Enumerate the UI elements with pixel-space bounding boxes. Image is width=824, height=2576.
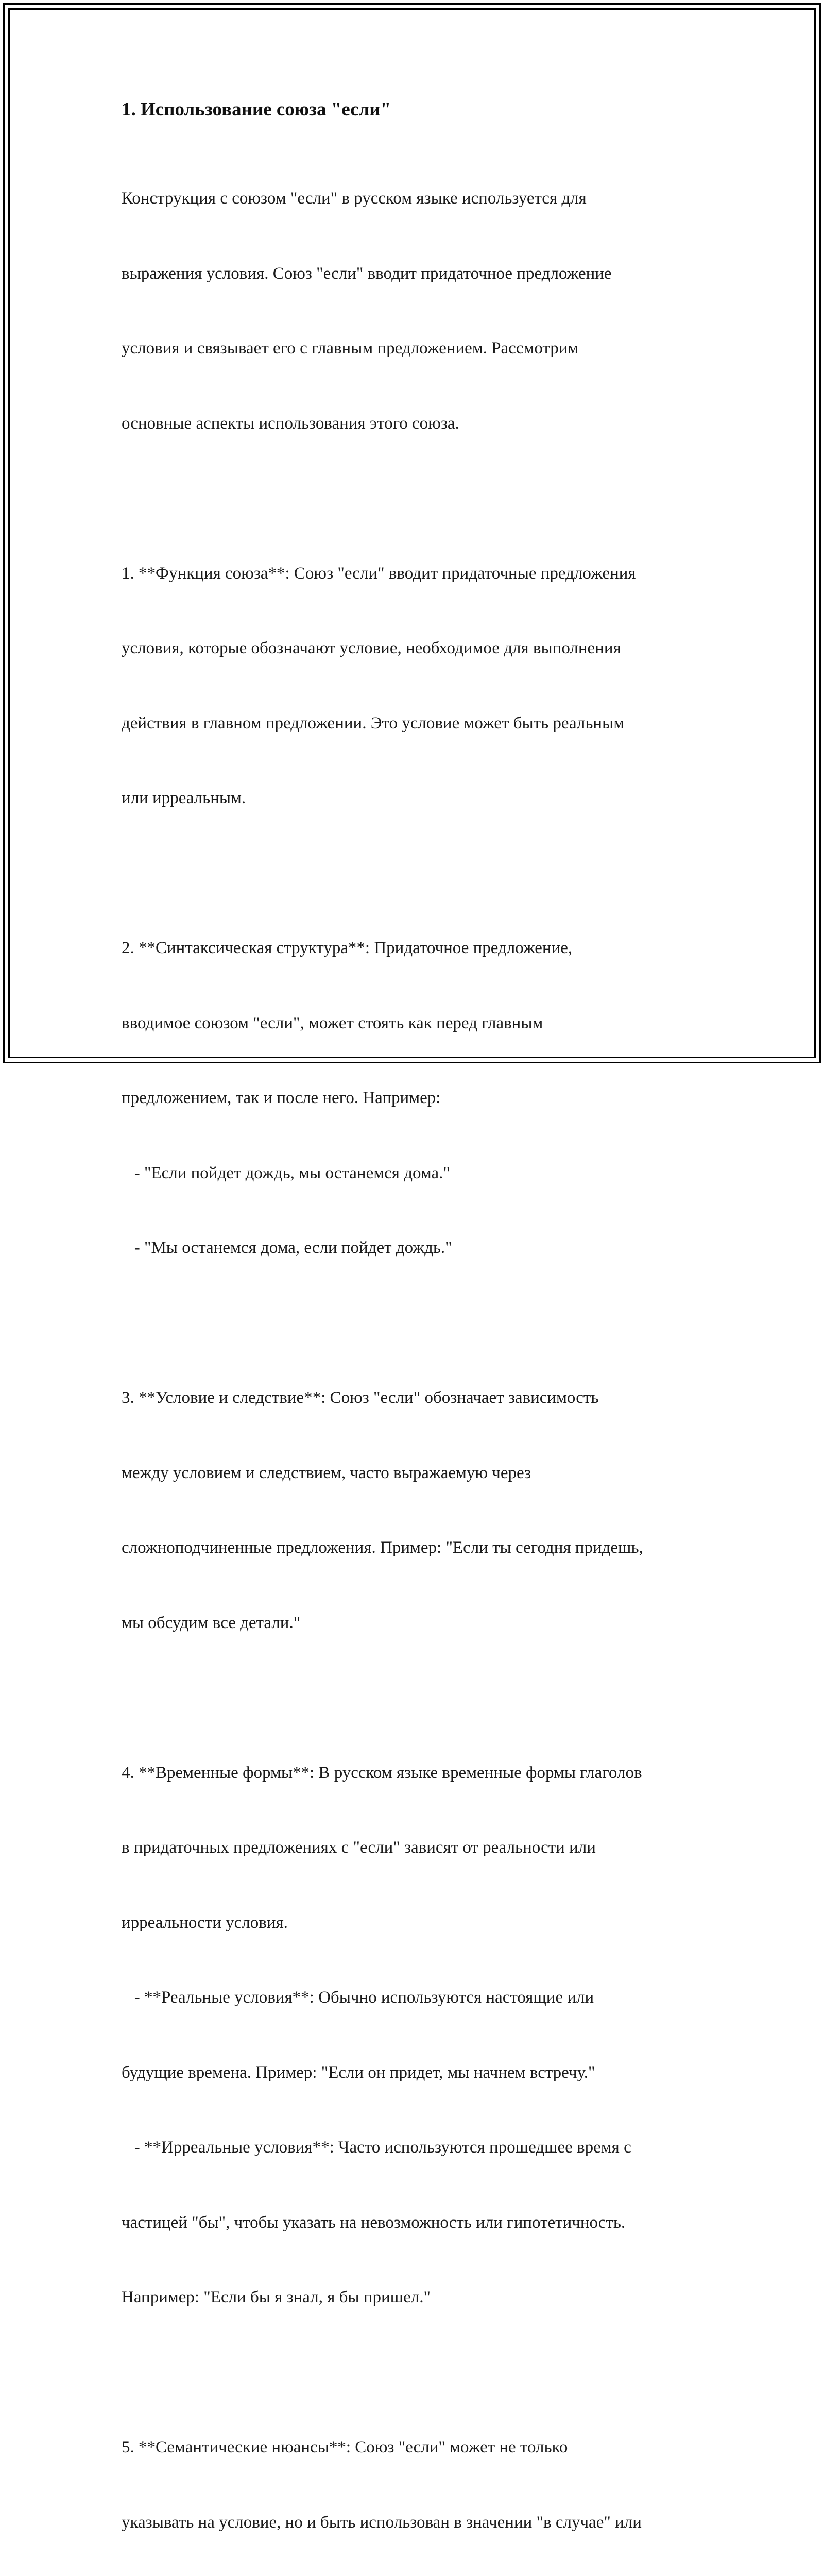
text-line: 4. **Временные формы**: В русском языке временные формы глаголов — [122, 1763, 642, 1782]
text-line: ирреальности условия. — [122, 1913, 288, 1932]
text-line: 5. **Семантические нюансы**: Союз "если" может не только — [122, 2438, 568, 2456]
list-item-tenses — [122, 1710, 709, 2360]
example-line: - "Мы останемся дома, если пойдет дождь." — [122, 1239, 452, 1257]
text-line: частицей "бы", чтобы указать на невозможность или гипотетичность. — [122, 2213, 626, 2232]
text-line: предложением, так и после него. Например: — [122, 1089, 441, 1107]
text-line: мы обсудим все детали." — [122, 1613, 301, 1632]
text-line: выражения условия. Союз "если" вводит придаточное предложение — [122, 264, 612, 283]
text-line: основные аспекты использования этого союза. — [122, 414, 459, 433]
sub-item-line: - **Реальные условия**: Обычно используются настоящие или — [122, 1988, 594, 2007]
example-line: - "Если пойдет дождь, мы останемся дома." — [122, 1163, 450, 1182]
text-line: действия в главном предложении. Это условие может быть реальным — [122, 714, 625, 733]
text-line: указывать на условие, но и быть использован в значении "в случае" или — [122, 2513, 642, 2532]
text-line: Конструкция с союзом "если" в русском языке используется для — [122, 189, 587, 208]
list-item-condition — [122, 1335, 709, 1685]
text-line: 1. **Функция союза**: Союз "если" вводит придаточные предложения — [122, 564, 636, 583]
intro-paragraph — [122, 136, 709, 486]
list-item-function — [122, 511, 709, 861]
text-line: 2. **Синтаксическая структура**: Придаточное предложение, — [122, 939, 573, 957]
text-line: между условием и следствием, часто выражаемую через — [122, 1463, 531, 1482]
document-body — [122, 96, 709, 2576]
list-item-semantics — [122, 2385, 709, 2576]
text-line: сложноподчиненные предложения. Пример: "Если ты сегодня придешь, — [122, 1538, 643, 1557]
section-heading: 1. Использование союза "если" — [122, 99, 391, 120]
text-line: будущие времена. Пример: "Если он придет, мы начнем встречу." — [122, 2063, 595, 2082]
text-line: вводимое союзом "если", может стоять как перед главным — [122, 1013, 543, 1032]
text-line: 3. **Условие и следствие**: Союз "если" обозначает зависимость — [122, 1388, 599, 1407]
text-line: условия и связывает его с главным предложением. Рассмотрим — [122, 339, 579, 358]
text-line: Например: "Если бы я знал, я бы пришел." — [122, 2288, 431, 2307]
text-line: или ирреальным. — [122, 789, 246, 807]
sub-item-line: - **Ирреальные условия**: Часто используются прошедшее время с — [122, 2138, 631, 2157]
text-line: в придаточных предложениях с "если" зависят от реальности или — [122, 1838, 596, 1857]
text-line: условия, которые обозначают условие, необходимое для выполнения — [122, 639, 621, 657]
list-item-syntax — [122, 886, 709, 1311]
